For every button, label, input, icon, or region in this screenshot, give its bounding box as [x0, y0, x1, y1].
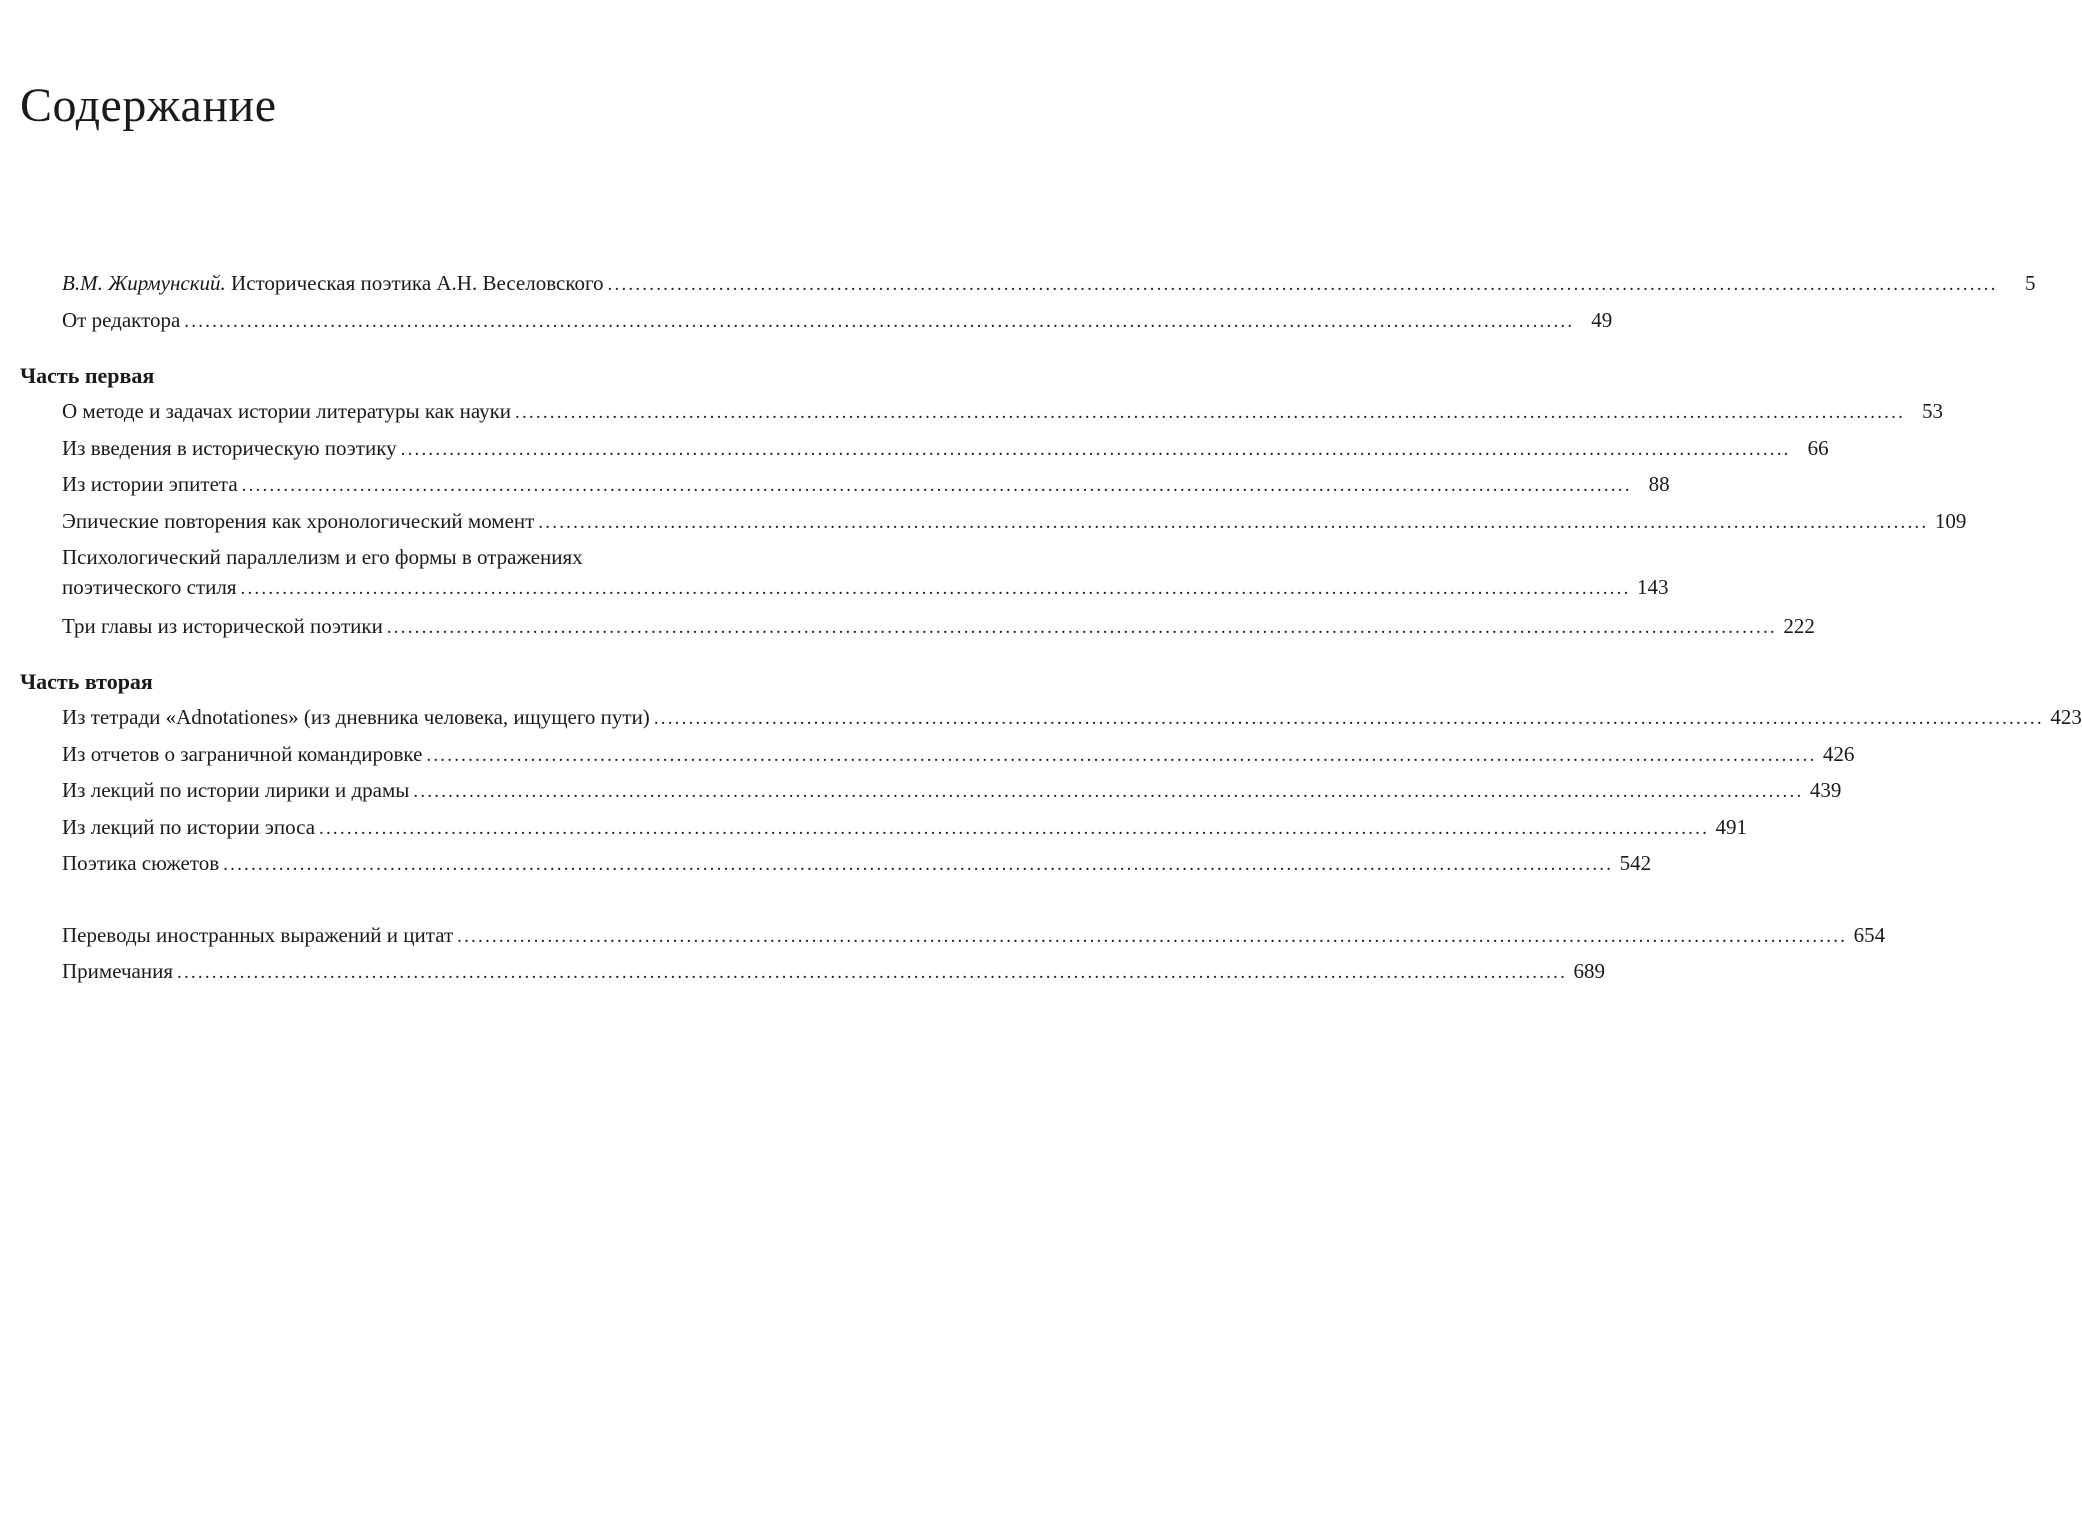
dot-leader: ........................................................................................................................................................................................................ — [386, 616, 1777, 638]
toc-entry[interactable] — [62, 848, 1652, 878]
entry-title: О методе и задачах истории литературы как науки — [62, 399, 512, 423]
entry-title: Историческая поэтика А.Н. Веселовского — [225, 271, 604, 295]
page-title: Содержание — [20, 79, 277, 132]
entry-title: Эпические повторения как хронологический момент — [62, 508, 535, 533]
toc-entry[interactable] — [62, 812, 1748, 842]
toc-entry[interactable] — [62, 396, 1944, 426]
dot-leader: ........................................................................................................................................................................................................ — [538, 511, 1929, 533]
toc-entry[interactable] — [62, 611, 1815, 641]
dot-leader: ........................................................................................................................................................................................................ — [184, 310, 1575, 332]
table-of-contents — [0, 268, 2082, 993]
entry-page: 88 — [1648, 472, 1670, 496]
dot-leader: ........................................................................................................................................................................................................ — [241, 475, 1632, 496]
entry-title: Из лекций по истории лирики и драмы — [62, 778, 410, 802]
entry-title-line-2: поэтического стиля — [62, 575, 237, 599]
entry-page: 654 — [1853, 922, 1886, 947]
entry-title: Из тетради «Adnotationes» (из дневника человека, ищущего пути) — [62, 705, 650, 729]
dot-leader: ........................................................................................................................................................................................................ — [319, 817, 1710, 839]
entry-title: Три главы из исторической поэтики — [62, 613, 383, 638]
entry-page: 49 — [1591, 307, 1613, 332]
entry-title: Поэтика сюжетов — [62, 851, 220, 875]
dot-leader: ........................................................................................................................................................................................................ — [426, 744, 1817, 766]
toc-entry[interactable] — [62, 469, 1670, 499]
section-heading-part-one: Часть первая — [20, 363, 155, 388]
entry-title: Примечания — [62, 959, 174, 983]
entry-author: В.М. Жирмунский. — [62, 271, 226, 295]
entry-title: Из лекций по истории эпоса — [62, 814, 316, 839]
entry-title: Из отчетов о заграничной командировке — [62, 741, 423, 766]
entry-page: 542 — [1619, 851, 1652, 875]
entry-page: 5 — [2025, 271, 2036, 295]
entry-page: 222 — [1783, 613, 1815, 638]
entry-page: 491 — [1715, 814, 1748, 839]
toc-entry[interactable] — [62, 268, 2036, 298]
dot-leader: ........................................................................................................................................................................................................ — [223, 854, 1614, 875]
entry-page: 66 — [1807, 435, 1829, 460]
dot-leader: ........................................................................................................................................................................................................ — [515, 402, 1906, 423]
entry-page: 439 — [1809, 778, 1842, 802]
entry-title-line-1: Психологический параллелизм и его формы в отражениях — [62, 545, 583, 569]
dot-leader: ........................................................................................................................................................................................................ — [400, 438, 1791, 460]
entry-page: 109 — [1934, 508, 1967, 533]
dot-leader: ........................................................................................................................................................................................................ — [607, 274, 1998, 295]
entry-title: Переводы иностранных выражений и цитат — [62, 922, 454, 947]
entry-page: 423 — [2050, 705, 2082, 729]
toc-entry[interactable] — [62, 775, 1842, 805]
entry-page: 426 — [1822, 741, 1855, 766]
toc-entry[interactable] — [62, 506, 1967, 536]
entry-page: 689 — [1573, 959, 1606, 983]
dot-leader: ........................................................................................................................................................................................................ — [653, 708, 2044, 729]
toc-entry[interactable] — [62, 702, 2082, 732]
toc-entry[interactable] — [62, 433, 1829, 463]
entry-title: От редактора — [62, 307, 181, 332]
toc-entry[interactable] — [62, 956, 1606, 986]
entry-title: Из истории эпитета — [62, 472, 238, 496]
toc-entry[interactable] — [62, 920, 1886, 950]
toc-entry[interactable] — [62, 305, 1613, 335]
dot-leader: ........................................................................................................................................................................................................ — [177, 962, 1568, 983]
entry-page: 53 — [1922, 399, 1944, 423]
dot-leader: ........................................................................................................................................................................................................ — [413, 781, 1804, 802]
toc-entry[interactable] — [62, 542, 1669, 604]
section-heading-part-two: Часть вторая — [20, 669, 153, 694]
toc-entry[interactable] — [62, 739, 1855, 769]
entry-title: Из введения в историческую поэтику — [62, 435, 397, 460]
dot-leader: ........................................................................................................................................................................................................ — [240, 578, 1631, 599]
dot-leader: ........................................................................................................................................................................................................ — [457, 925, 1848, 947]
entry-page: 143 — [1637, 575, 1669, 599]
